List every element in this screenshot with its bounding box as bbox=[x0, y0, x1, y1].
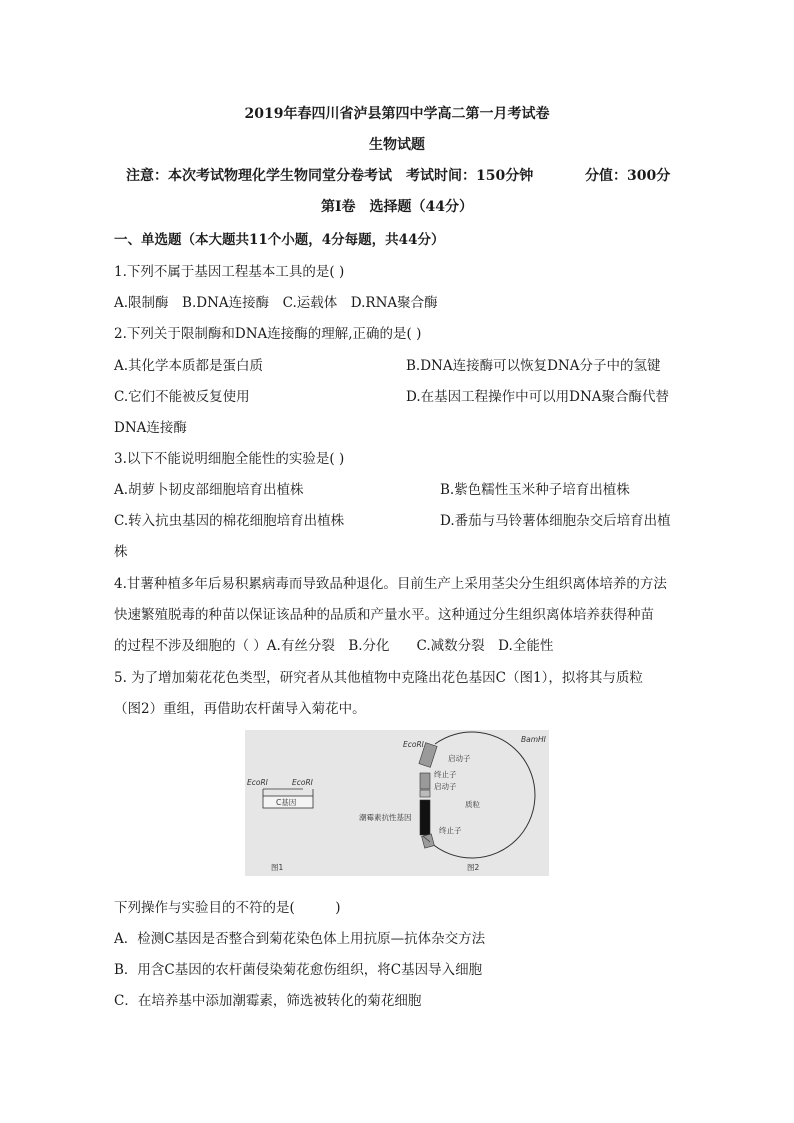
q5-option-b: B．用含C基因的农杆菌侵染菊花愈伤组织，将C基因导入细胞 bbox=[114, 962, 483, 978]
fig1-caption: 图1 bbox=[271, 863, 284, 872]
q2-option-c: C.它们不能被反复使用 bbox=[114, 389, 250, 405]
q1-stem: 1.下列不属于基因工程基本工具的是( ) bbox=[114, 264, 345, 280]
subject-title: 生物试题 bbox=[369, 137, 425, 153]
section-title: 一、单选题（本大题共11个小题，4分每题，共44分） bbox=[114, 232, 445, 248]
q5-figure bbox=[245, 730, 549, 876]
q2-option-d-cont: DNA连接酶 bbox=[114, 420, 187, 436]
exam-notice: 注意：本次考试物理化学生物同堂分卷考试 考试时间：150分钟 bbox=[126, 168, 534, 184]
figure2-plasmid bbox=[359, 732, 547, 872]
q2-stem: 2.下列关于限制酶和DNA连接酶的理解,正确的是( ) bbox=[114, 326, 422, 342]
q4-line3: 的过程不涉及细胞的（ ）A.有丝分裂 B.分化 C.减数分裂 D.全能性 bbox=[114, 638, 554, 654]
q3-option-a: A.胡萝卜韧皮部细胞培育出植株 bbox=[114, 482, 304, 498]
fig2-bamhi-label: BamHⅠ bbox=[521, 735, 546, 744]
fig1-ecori-left-label: EcoRⅠ bbox=[247, 778, 268, 787]
fig2-ecori-label: EcoRⅠ bbox=[403, 740, 424, 749]
exam-title: 2019年春四川省泸县第四中学高二第一月考试卷 bbox=[244, 106, 550, 122]
fig2-resistance-label: 潮霉素抗性基因 bbox=[359, 813, 412, 822]
q4-line1: 4.甘薯种植多年后易积累病毒而导致品种退化。目前生产上采用茎尖分生组织离体培养的方法 bbox=[114, 576, 667, 592]
q2-option-b: B.DNA连接酶可以恢复DNA分子中的氢键 bbox=[406, 358, 661, 374]
q1-options: A.限制酶 B.DNA连接酶 C.运载体 D.RNA聚合酶 bbox=[114, 295, 438, 311]
q5-stem: 下列操作与实验目的不符的是( ) bbox=[114, 900, 341, 916]
q5-line2: （图2）重组，再借助农杆菌导入菊花中。 bbox=[114, 701, 366, 717]
fig2-caption: 图2 bbox=[467, 863, 480, 872]
q3-option-d-cont: 株 bbox=[114, 544, 128, 560]
q5-line1: 5. 为了增加菊花花色类型，研究者从其他植物中克隆出花色基因C（图1），拟将其与质粒 bbox=[114, 670, 643, 686]
part-title: 第I卷 选择题（44分） bbox=[320, 199, 474, 215]
fig2-terminator1-label: 终止子 bbox=[434, 770, 457, 779]
q2-option-a: A.其化学本质都是蛋白质 bbox=[114, 358, 264, 374]
fig2-terminator2-label: 终止子 bbox=[439, 826, 462, 835]
q3-stem: 3.以下不能说明细胞全能性的实验是( ) bbox=[114, 451, 345, 467]
fig2-promoter1-label: 启动子 bbox=[448, 754, 471, 763]
fig2-promoter2-label: 启动子 bbox=[434, 782, 457, 791]
fig1-ecori-right-label: EcoRⅠ bbox=[292, 778, 313, 787]
q5-option-c: C．在培养基中添加潮霉素，筛选被转化的菊花细胞 bbox=[114, 993, 422, 1009]
fig2-plasmid-label: 质粒 bbox=[465, 800, 480, 809]
figure1-gene bbox=[247, 778, 314, 872]
q3-option-b: B.紫色糯性玉米种子培育出植株 bbox=[440, 482, 630, 498]
exam-score: 分值：300分 bbox=[585, 168, 671, 184]
q3-option-d: D.番茄与马铃薯体细胞杂交后培育出植 bbox=[440, 513, 671, 529]
q4-line2: 快速繁殖脱毒的种苗以保证该品种的品质和产量水平。这种通过分生组织离体培养获得种苗 bbox=[114, 607, 654, 623]
fig1-gene-label: C基因 bbox=[276, 798, 297, 807]
q2-option-d: D.在基因工程操作中可以用DNA聚合酶代替 bbox=[406, 389, 670, 405]
q3-option-c: C.转入抗虫基因的棉花细胞培育出植株 bbox=[114, 513, 345, 529]
q5-option-a: A．检测C基因是否整合到菊花染色体上用抗原—抗体杂交方法 bbox=[114, 931, 486, 947]
